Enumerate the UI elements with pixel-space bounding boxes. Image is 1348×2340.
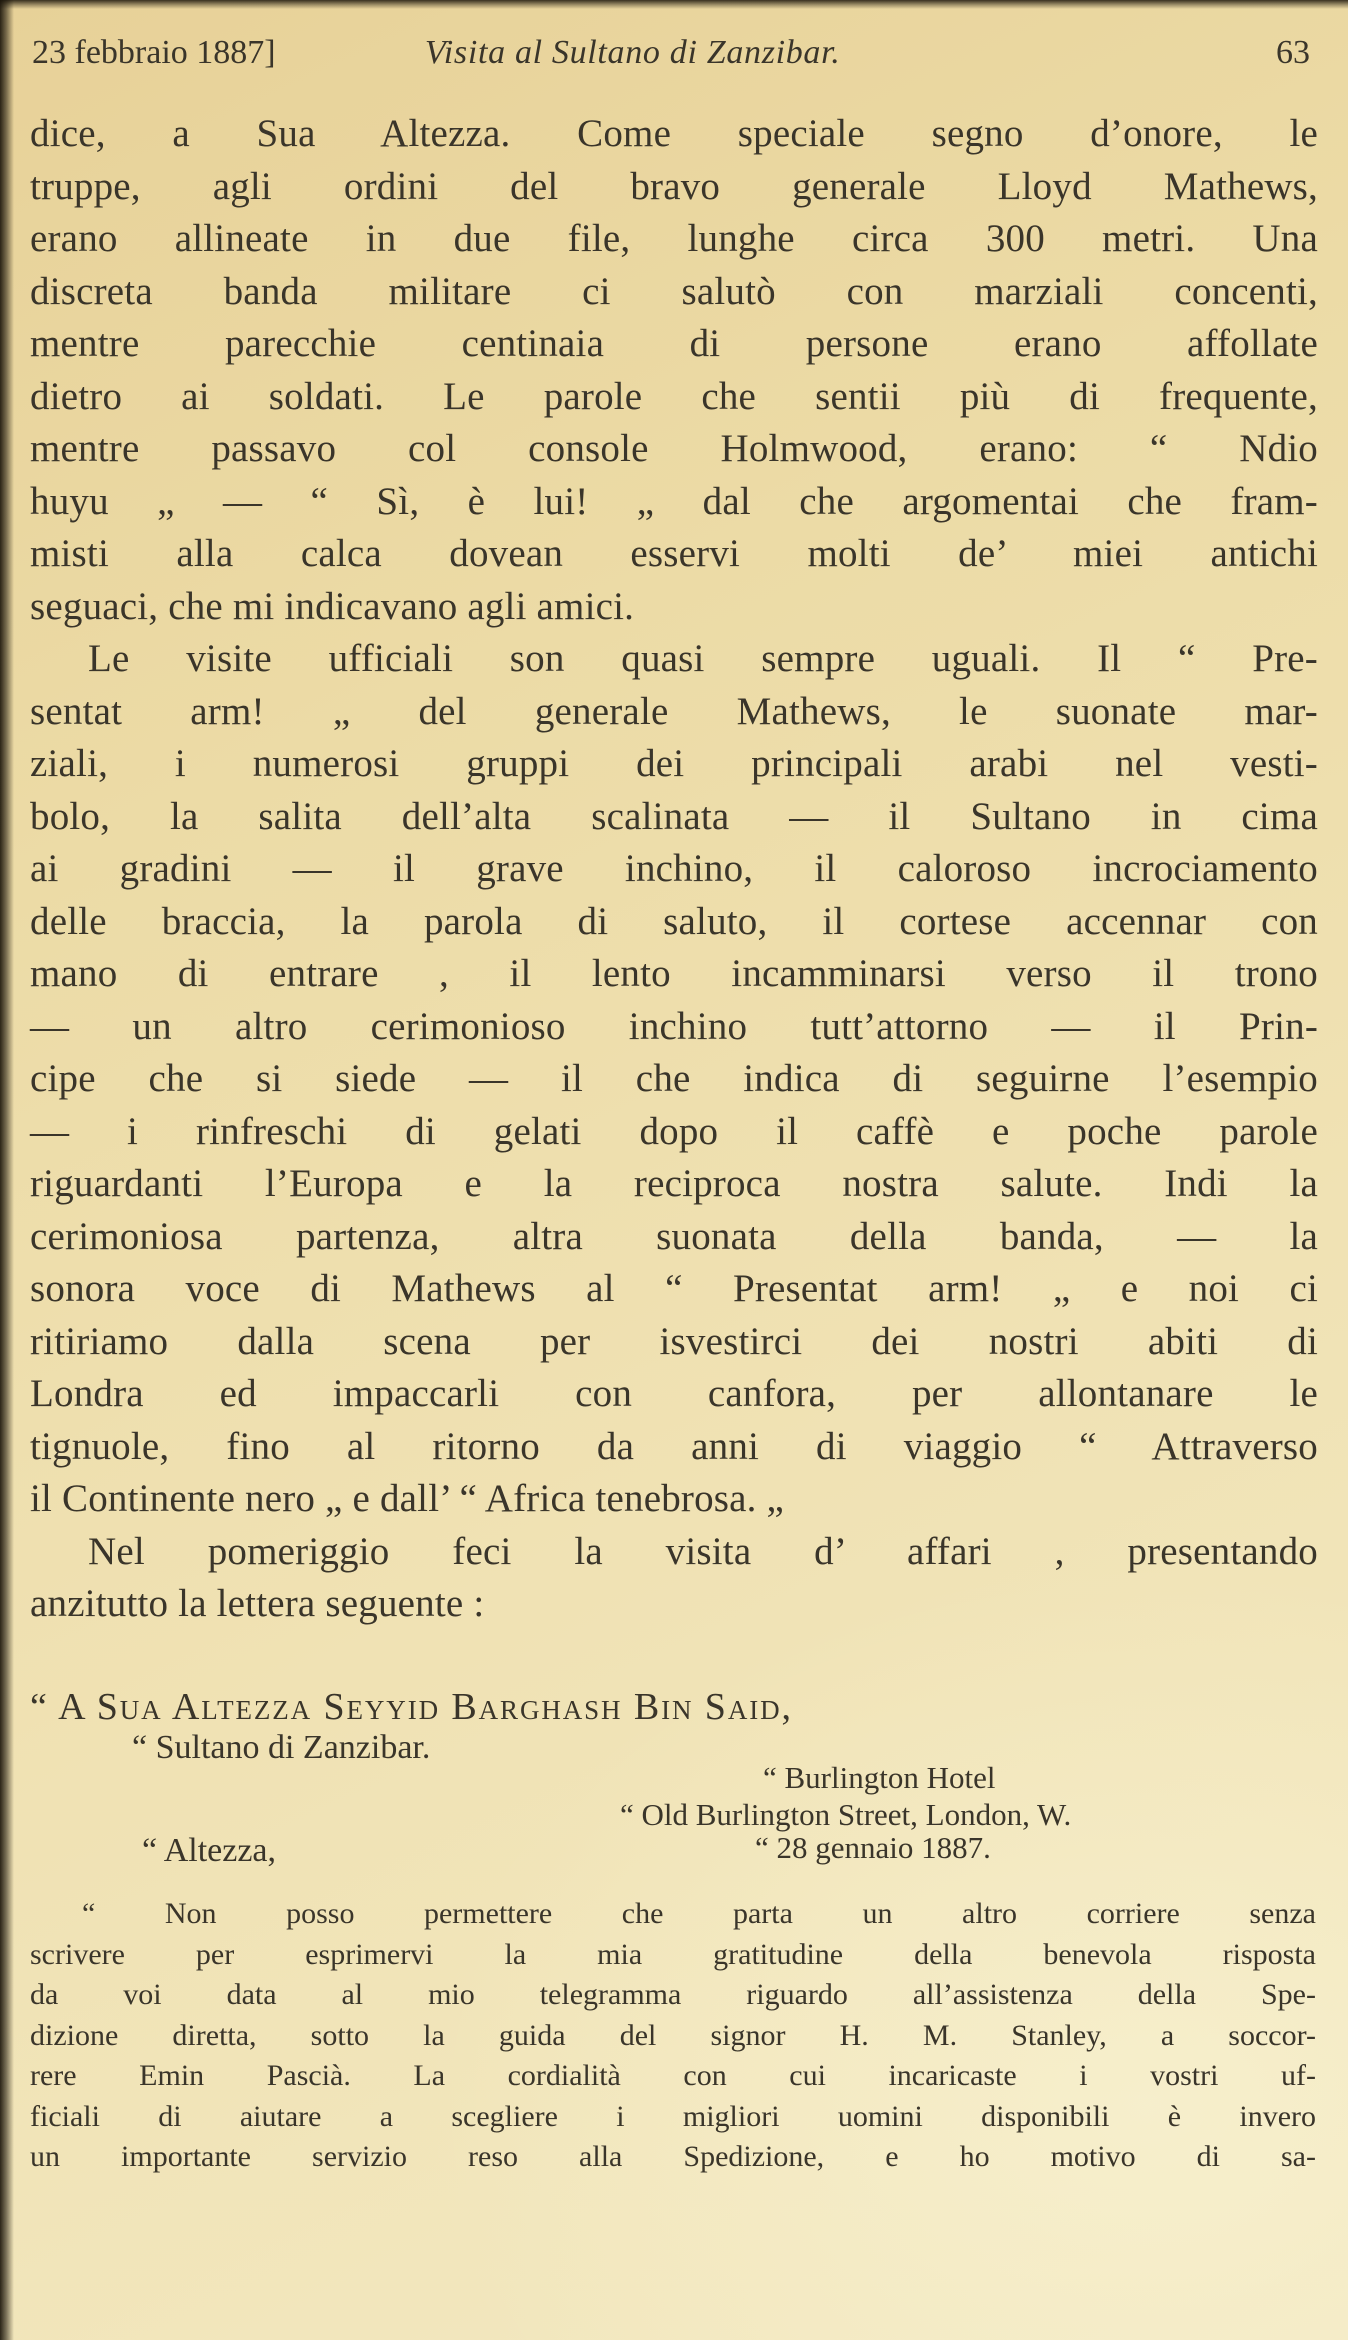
text-line: misti alla calca dovean esservi molti de’ miei antichi	[30, 532, 1318, 575]
letter-line: dizione diretta, sotto la guida del signor H. M. Stanley, a soccor-	[30, 2018, 1316, 2052]
letter-addressee-sub: “ Sultano di Zanzibar.	[132, 1729, 431, 1766]
text-line: — un altro cerimonioso inchino tutt’attorno — il Prin-	[30, 1004, 1318, 1048]
letter-street: “ Old Burlington Street, London, W.	[620, 1797, 1072, 1832]
letter-line: scrivere per esprimervi la mia gratitudine della benevola risposta	[30, 1937, 1316, 1971]
letter-body	[30, 1894, 1316, 2178]
letter-addressee: “ A Sua Altezza Seyyid Barghash Bin Said,	[30, 1686, 793, 1728]
text-line: huyu „ — “ Sì, è lui! „ dal che argomentai che fram-	[30, 479, 1318, 523]
text-line: cipe che si siede — il che indica di seguirne l’esempio	[30, 1057, 1318, 1100]
text-line: truppe, agli ordini del bravo generale Lloyd Mathews,	[30, 164, 1318, 208]
letter-line: un importante servizio reso alla Spedizione, e ho motivo di sa-	[30, 2140, 1316, 2173]
text-line: Le visite ufficiali son quasi sempre uguali. Il “ Pre-	[88, 637, 1318, 680]
text-line: discreta banda militare ci salutò con marziali concenti,	[30, 269, 1318, 313]
main-text-block	[30, 108, 1318, 1631]
text-line: ai gradini — il grave inchino, il caloroso incrociamento	[30, 847, 1318, 890]
letter-hotel: “ Burlington Hotel	[763, 1760, 996, 1795]
text-line: riguardanti l’Europa e la reciproca nostra salute. Indi la	[30, 1162, 1318, 1205]
header-running-title: Visita al Sultano di Zanzibar.	[424, 34, 841, 71]
scan-top-edge-shadow	[0, 0, 1348, 9]
text-line: — i rinfreschi di gelati dopo il caffè e poche parole	[30, 1109, 1318, 1153]
text-line: mentre passavo col console Holmwood, erano: “ Ndio	[30, 427, 1318, 470]
text-line: mano di entrare , il lento incamminarsi verso il trono	[30, 952, 1318, 995]
header-page-number: 63	[1276, 34, 1310, 71]
text-line: Londra ed impaccarli con canfora, per allontanare le	[30, 1372, 1318, 1415]
text-line: bolo, la salita dell’alta scalinata — il Sultano in cima	[30, 794, 1318, 838]
text-line: mentre parecchie centinaia di persone erano affollate	[30, 322, 1318, 365]
text-line: tignuole, fino al ritorno da anni di viaggio “ Attraverso	[30, 1424, 1318, 1468]
letter-line: “ Non posso permettere che parta un altro corriere senza	[82, 1897, 1316, 1930]
text-line: Nel pomeriggio feci la visita d’ affari , presentando	[88, 1529, 1318, 1573]
header-date: 23 febbraio 1887]	[32, 34, 276, 71]
text-line: erano allineate in due file, lunghe circa 300 metri. Una	[30, 217, 1318, 260]
text-line: sentat arm! „ del generale Mathews, le suonate mar-	[30, 689, 1318, 733]
text-line: anzitutto la lettera seguente :	[30, 1582, 485, 1625]
letter-salutation: “ Altezza,	[142, 1832, 277, 1869]
letter-line: da voi data al mio telegramma riguardo all’assistenza della Spe-	[30, 1978, 1316, 2011]
text-line: dietro ai soldati. Le parole che sentii più di frequente,	[30, 374, 1318, 418]
text-line: cerimoniosa partenza, altra suonata della banda, — la	[30, 1214, 1318, 1258]
text-line: dice, a Sua Altezza. Come speciale segno d’onore, le	[30, 112, 1318, 155]
scan-left-edge-shadow	[0, 0, 14, 2340]
page-header	[32, 34, 1310, 78]
text-line: ziali, i numerosi gruppi dei principali arabi nel vesti-	[30, 742, 1318, 785]
text-line: ritiriamo dalla scena per isvestirci dei nostri abiti di	[30, 1319, 1318, 1363]
text-line: delle braccia, la parola di saluto, il cortese accennar con	[30, 899, 1318, 943]
text-line: sonora voce di Mathews al “ Presentat arm! „ e noi ci	[30, 1267, 1318, 1310]
text-line: il Continente nero „ e dall’ “ Africa tenebrosa. „	[30, 1477, 785, 1520]
letter-line: ficiali di aiutare a scegliere i migliori uomini disponibili è invero	[30, 2099, 1316, 2133]
letter-line: rere Emin Pascià. La cordialità con cui incaricaste i vostri uf-	[30, 2059, 1316, 2092]
letter-date: “ 28 gennaio 1887.	[755, 1830, 991, 1865]
text-line: seguaci, che mi indicavano agli amici.	[30, 584, 635, 628]
